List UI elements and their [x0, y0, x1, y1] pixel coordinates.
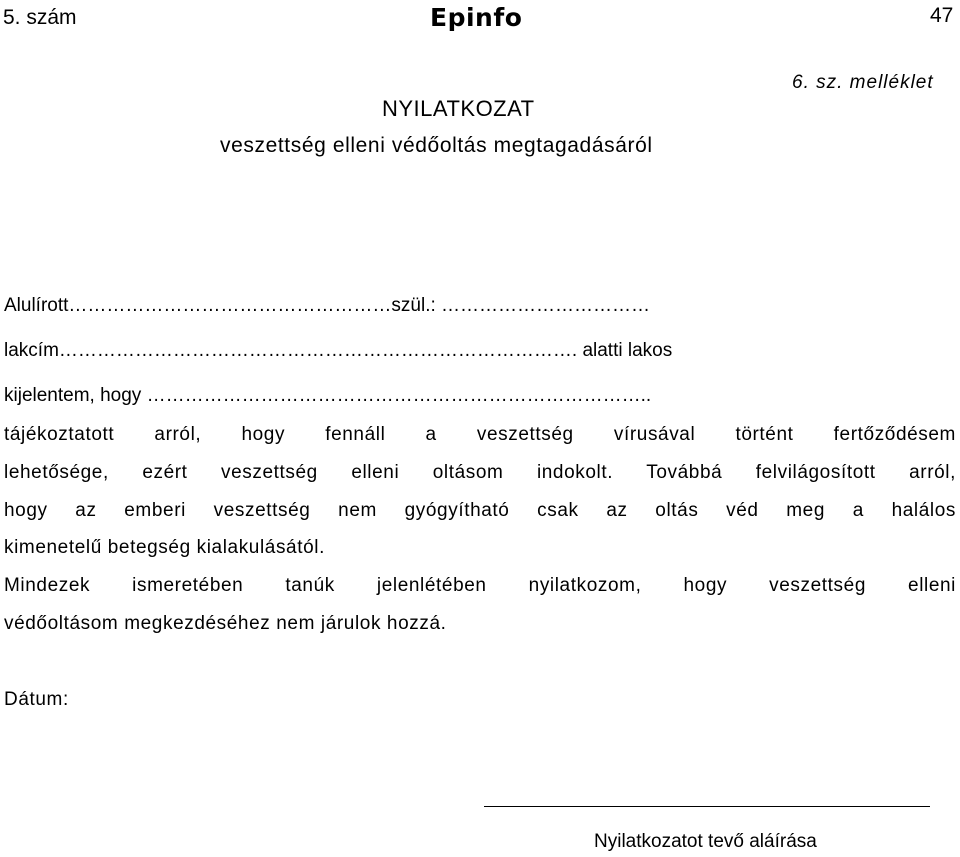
signature-line	[484, 806, 930, 807]
declaration-line-1: Mindezek ismeretében tanúk jelenlétében nyilatkozom, hogy veszettség elleni	[4, 575, 956, 596]
address-line: lakcím………………………………………………………………………. alatti lakos	[4, 340, 673, 361]
epinfo-logo: Epinfo	[430, 3, 523, 32]
body-line-3: hogy az emberi veszettség nem gyógyítható csak az oltás véd meg a halálos	[4, 500, 956, 521]
body-line-1: tájékoztatott arról, hogy fennáll a veszettség vírusával történt fertőződésem	[4, 424, 956, 445]
body-line-2: lehetősége, ezért veszettség elleni oltásom indokolt. Továbbá felvilágosított arról,	[4, 462, 956, 483]
signature-label: Nyilatkozatot tevő aláírása	[594, 831, 817, 852]
undersigned-line: Alulírott……………………………………………szül.: ……………………………	[4, 295, 651, 316]
declaration-line-2: védőoltásom megkezdéséhez nem járulok hozzá.	[4, 613, 447, 634]
issue-number: 5. szám	[3, 6, 77, 29]
annex-label: 6. sz. melléklet	[792, 72, 934, 93]
page-number: 47	[930, 4, 954, 27]
document-subtitle: veszettség elleni védőoltás megtagadásáról	[220, 134, 653, 157]
body-line-4: kimenetelű betegség kialakulásától.	[4, 537, 325, 558]
declare-line: kijelentem, hogy ……………………………………………………………………..	[4, 385, 652, 406]
document-title: NYILATKOZAT	[382, 96, 535, 121]
date-label: Dátum:	[4, 689, 69, 710]
